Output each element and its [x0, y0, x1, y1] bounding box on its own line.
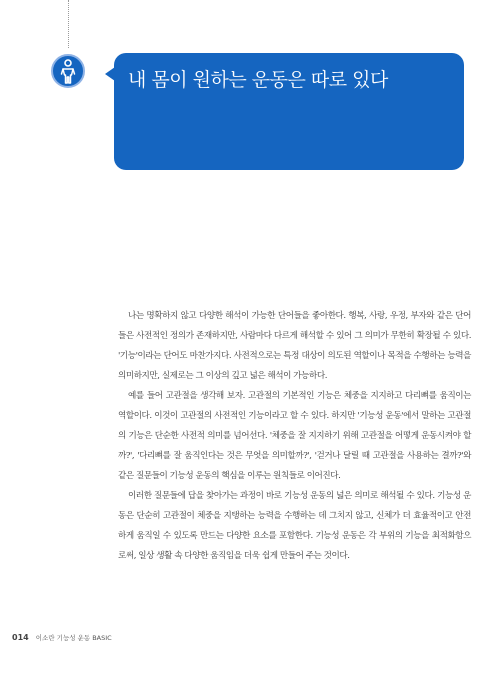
- paragraph-1: 나는 명확하지 않고 다양한 해석이 가능한 단어들을 좋아한다. 행복, 사랑, 우정, 부자와 같은 단어들은 사전적인 정의가 존재하지만, 사람마다 다르게 해석할 수 있어 그 의미가 무한히 확장될 수 있다. '기능'이라는 단어도 마찬가지다. 사전적으로는 특정 대상이 의도된 역할이나 목적을 수행하는 능력을 의미하지만, 실제로는 그 이상의 깊고 넓은 해석이 가능하다.: [118, 311, 471, 381]
- dotted-guide-line: [68, 0, 69, 48]
- chapter-title: 내 몸이 원하는 운동은 따로 있다: [128, 69, 388, 91]
- page-number: 014: [12, 633, 29, 642]
- person-figure-icon: [51, 54, 85, 88]
- book-title: 이소란 기능성 운동 BASIC: [35, 634, 112, 642]
- paragraph-3: 이러한 질문들에 답을 찾아가는 과정이 바로 기능성 운동의 넓은 의미로 해석될 수 있다. 기능성 운동은 단순히 고관절이 체중을 지탱하는 능력을 수행하는 데 그치지 않고, 신체가 더 효율적이고 안전하게 움직일 수 있도록 만드는 다양한 요소를 포함한다. 기능성 운동은 각 부위의 기능을 최적화함으로써, 일상 생활 속 다양한 움직임을 더욱 쉽게 만들어 주는 것이다.: [118, 491, 471, 561]
- body-text: [118, 306, 471, 566]
- page-footer: [12, 633, 112, 642]
- paragraph-2: 예를 들어 고관절을 생각해 보자. 고관절의 기본적인 기능은 체중을 지지하고 다리뼈를 움직이는 역할이다. 이것이 고관절의 사전적인 기능이라고 할 수 있다. 하지만 '기능성 운동'에서 말하는 고관절의 기능은 단순한 사전적 의미를 넘어선다. '체중을 잘 지지하기 위해 고관절을 어떻게 운동시켜야 할까?', '다리뼈를 잘 움직인다는 것은 무엇을 의미할까?', '걷거나 달릴 때 고관절을 사용하는 결까?'와 같은 질문들이 기능성 운동의 핵심을 이루는 원칙들로 이어진다.: [118, 391, 471, 481]
- chapter-title-box: [114, 53, 464, 170]
